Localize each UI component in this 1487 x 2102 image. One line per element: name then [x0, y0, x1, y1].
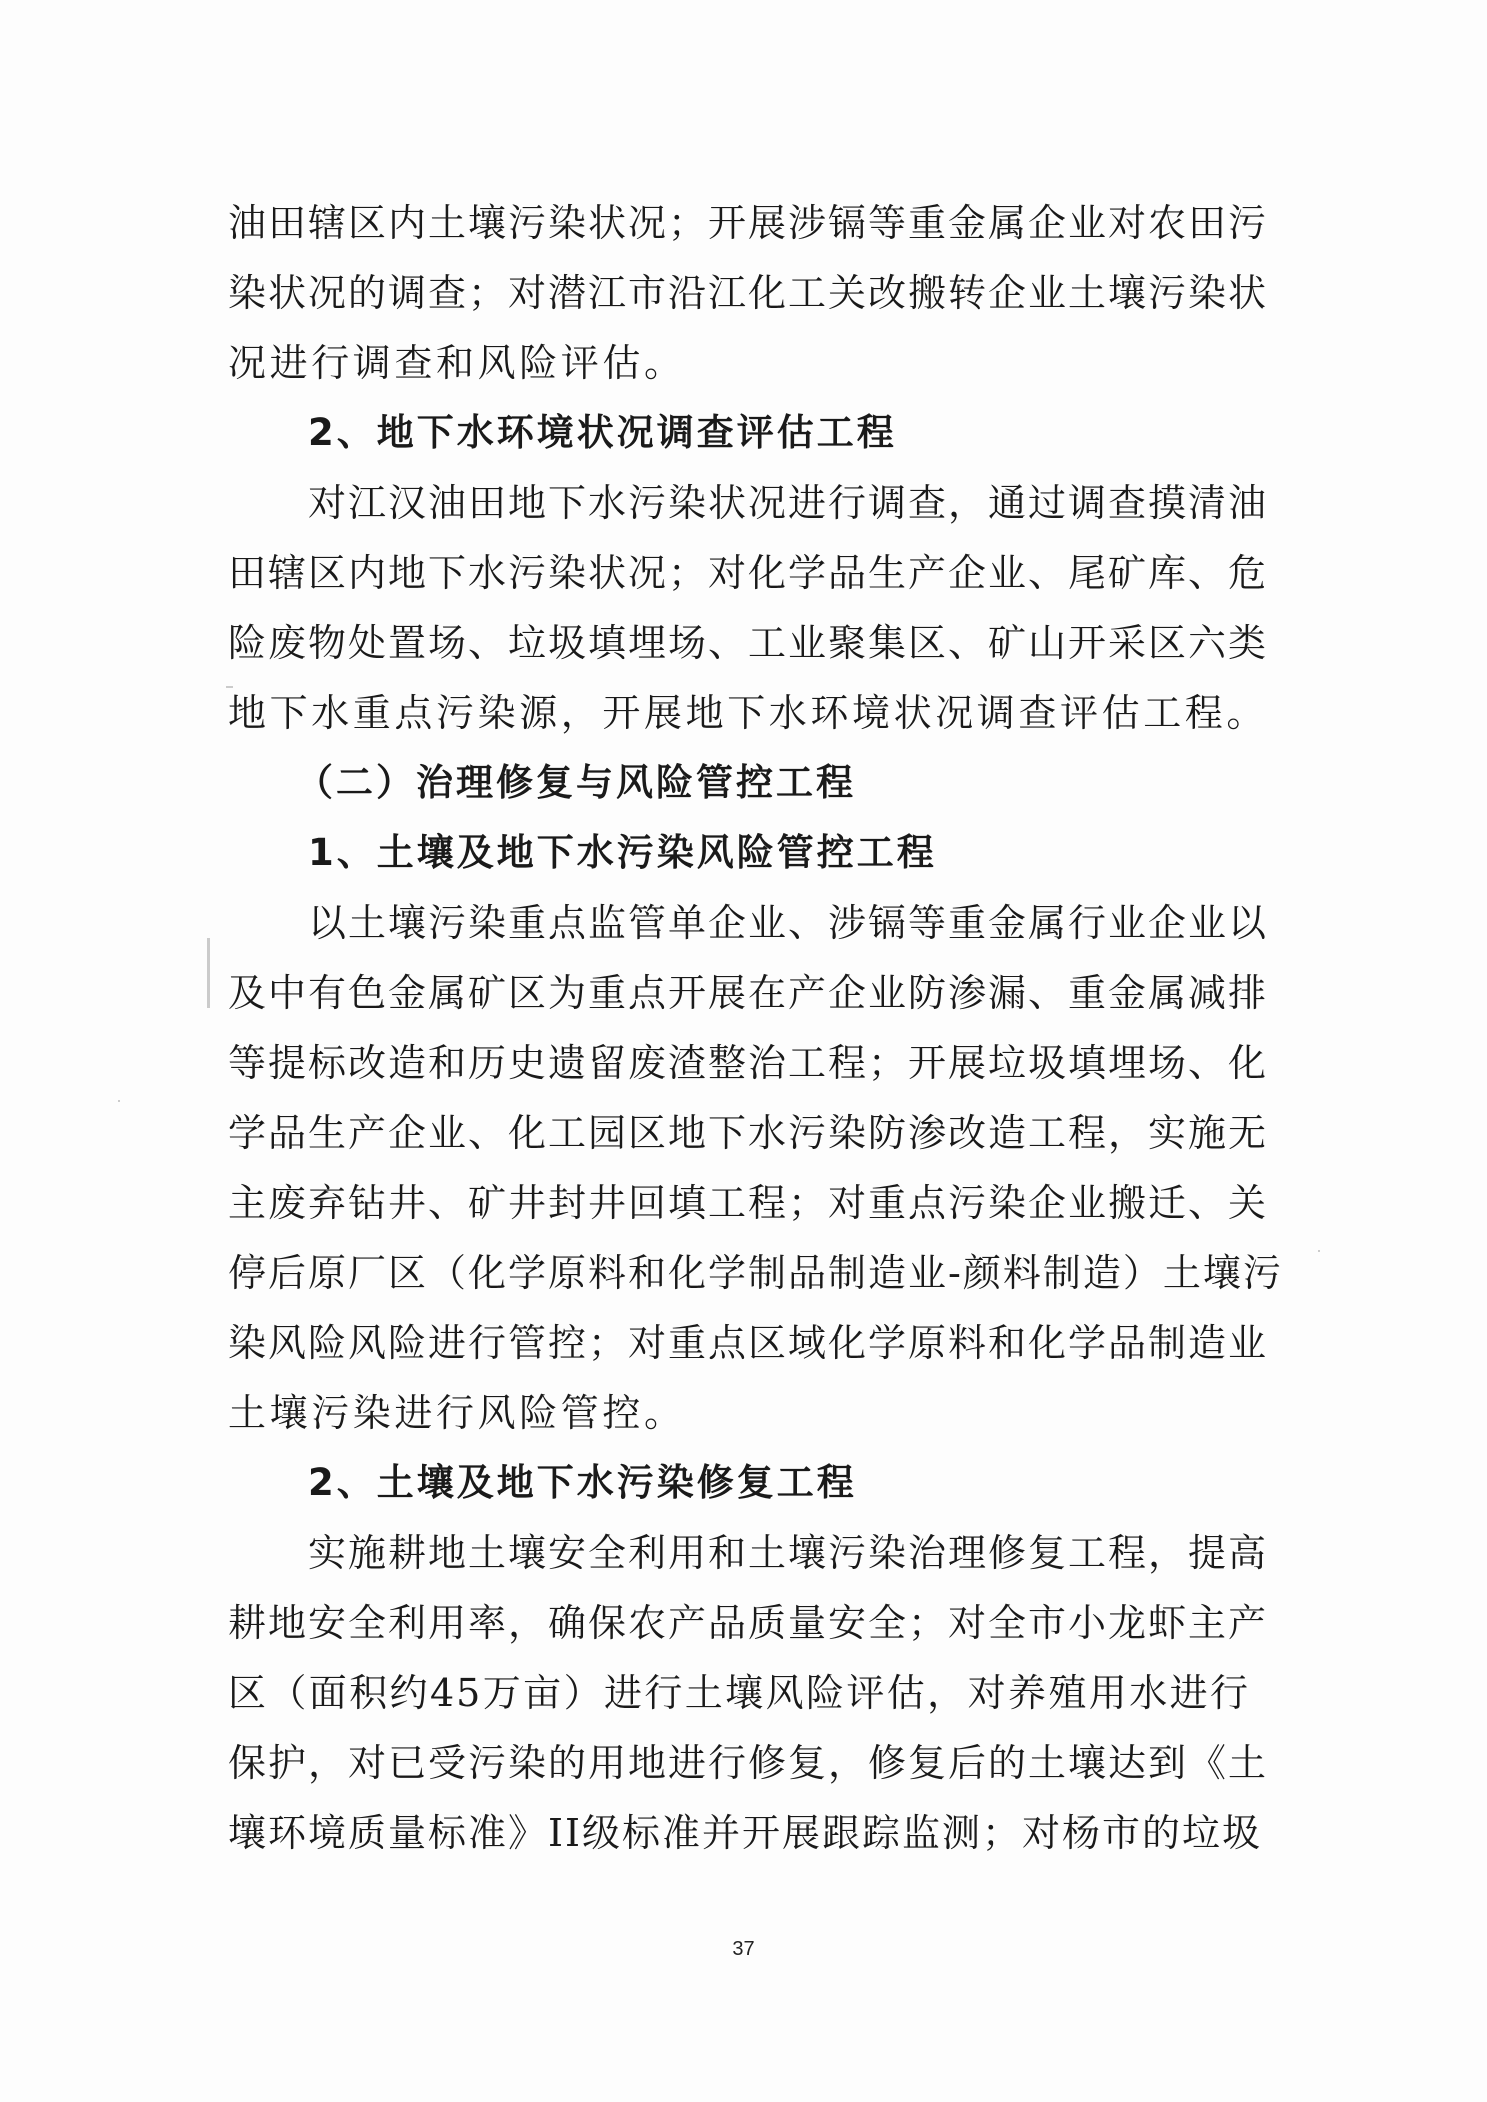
- section-heading: （二）治理修复与风险管控工程: [296, 761, 856, 804]
- paragraph-line: 对江汉油田地下水污染状况进行调查，通过调查摸清油: [308, 481, 1269, 525]
- page-number: 37: [732, 1938, 755, 1960]
- section-heading: 2、地下水环境状况调查评估工程: [308, 411, 897, 454]
- paragraph-line: 地下水重点污染源，开展地下水环境状况调查评估工程。: [228, 691, 1269, 735]
- paragraph-line: 油田辖区内土壤污染状况；开展涉镉等重金属企业对农田污: [228, 201, 1269, 245]
- paragraph-line: 保护，对已受污染的用地进行修复，修复后的土壤达到《土: [228, 1741, 1269, 1785]
- paragraph-line: 区（面积约45万亩）进行土壤风险评估，对养殖用水进行: [228, 1671, 1250, 1715]
- section-heading: 2、土壤及地下水污染修复工程: [308, 1461, 857, 1504]
- paragraph-line: 实施耕地土壤安全利用和土壤污染治理修复工程，提高: [308, 1531, 1269, 1575]
- scan-artifact: [118, 1100, 120, 1102]
- paragraph-line: 耕地安全利用率，确保农产品质量安全；对全市小龙虾主产: [228, 1601, 1269, 1645]
- paragraph-line: 主废弃钻井、矿井封井回填工程；对重点污染企业搬迁、关: [228, 1181, 1269, 1225]
- scan-artifact: [207, 938, 210, 1008]
- section-heading: 1、土壤及地下水污染风险管控工程: [308, 831, 937, 874]
- paragraph-line: 田辖区内地下水污染状况；对化学品生产企业、尾矿库、危: [228, 551, 1269, 595]
- paragraph-line: 染风险风险进行管控；对重点区域化学原料和化学品制造业: [228, 1321, 1269, 1365]
- paragraph-line: 以土壤污染重点监管单企业、涉镉等重金属行业企业以: [308, 901, 1269, 945]
- paragraph-line: 险废物处置场、垃圾填埋场、工业聚集区、矿山开采区六类: [228, 621, 1269, 665]
- scan-artifact: [226, 686, 233, 688]
- paragraph-line: 等提标改造和历史遗留废渣整治工程；开展垃圾填埋场、化: [228, 1041, 1269, 1085]
- paragraph-line: 土壤污染进行风险管控。: [228, 1391, 686, 1435]
- document-body: [228, 188, 1283, 1868]
- scan-artifact: [1318, 1250, 1320, 1252]
- paragraph-line: 壤环境质量标准》II级标准并开展跟踪监测；对杨市的垃圾: [228, 1811, 1263, 1855]
- paragraph-line: 染状况的调查；对潜江市沿江化工关改搬转企业土壤污染状: [228, 271, 1269, 315]
- paragraph-line: 及中有色金属矿区为重点开展在产企业防渗漏、重金属减排: [228, 971, 1269, 1015]
- paragraph-line: 学品生产企业、化工园区地下水污染防渗改造工程，实施无: [228, 1111, 1269, 1155]
- paragraph-line: 停后原厂区（化学原料和化学制品制造业-颜料制造）土壤污: [228, 1251, 1283, 1295]
- paragraph-line: 况进行调查和风险评估。: [228, 341, 686, 385]
